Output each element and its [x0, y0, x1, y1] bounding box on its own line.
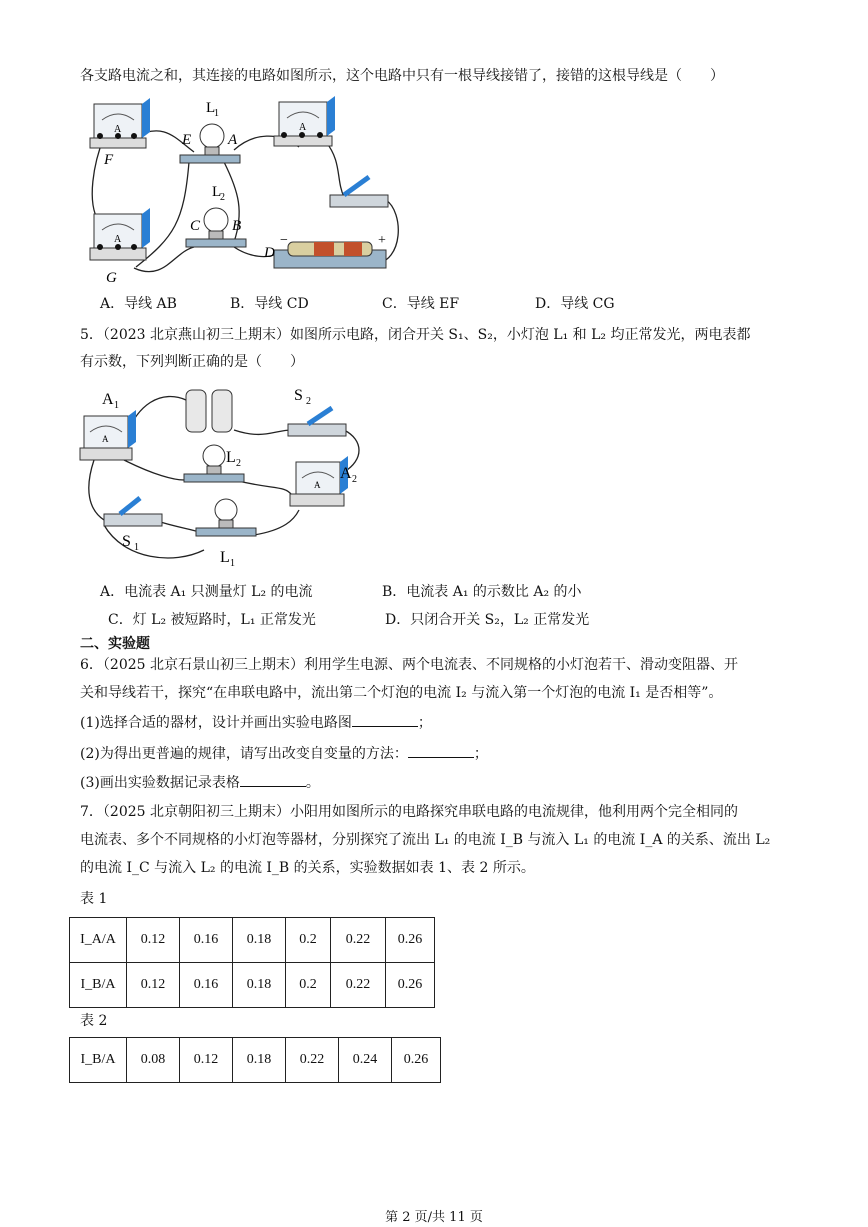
bulb-icon: [196, 499, 256, 536]
switch-icon: [288, 408, 346, 436]
svg-text:1: 1: [134, 542, 139, 553]
row-header: I_B/A: [70, 1038, 127, 1083]
page-footer: 第 2 页/共 11 页: [385, 1210, 483, 1225]
q5-line1: 5．（2023 北京燕山初三上期末）如图所示电路，闭合开关 S₁、S₂，小灯泡 L₁ 和 L₂ 均正常发光，两电表都: [80, 327, 751, 343]
table-cell: 0.22: [286, 1038, 339, 1083]
table-cell: 0.12: [127, 963, 180, 1008]
svg-text:B: B: [232, 218, 242, 234]
q5-option-c: C．灯 L₂ 被短路时，L₁ 正常发光: [108, 612, 316, 628]
q6-line2: 关和导线若干，探究“在串联电路中，流出第二个灯泡的电流 I₂ 与流入第一个灯泡的电流 I₁ 是否相等”。: [80, 685, 723, 701]
q7-line2: 电流表、多个不同规格的小灯泡等器材，分别探究了流出 L₁ 的电流 I_B 与流入 L₁ 的电流 I_A 的关系、流出 L₂: [80, 832, 771, 848]
table-row: [70, 1038, 441, 1083]
table-cell: 0.26: [386, 963, 435, 1008]
svg-text:L: L: [220, 549, 230, 566]
table-cell: 0.22: [331, 963, 386, 1008]
row-header: I_B/A: [70, 963, 127, 1008]
switch-icon: [330, 177, 388, 207]
svg-text:2: 2: [352, 474, 357, 485]
svg-text:S: S: [122, 533, 131, 550]
circuit-figure-1: [74, 92, 414, 288]
svg-text:D: D: [264, 245, 275, 261]
svg-text:A: A: [114, 124, 122, 135]
table-cell: 0.26: [392, 1038, 441, 1083]
table-cell: 0.08: [127, 1038, 180, 1083]
svg-text:A: A: [102, 434, 109, 444]
switch-icon: [104, 498, 162, 526]
q4-option-d: D．导线 CG: [535, 296, 615, 312]
svg-text:A: A: [299, 122, 307, 133]
row-header: I_A/A: [70, 918, 127, 963]
svg-text:+: +: [378, 233, 386, 248]
table1-label: 表 1: [80, 891, 108, 907]
svg-text:L: L: [226, 449, 236, 466]
svg-text:A: A: [102, 391, 114, 408]
svg-text:A: A: [340, 465, 352, 482]
svg-text:E: E: [182, 132, 192, 148]
svg-text:F: F: [104, 152, 114, 168]
q4-stem: 各支路电流之和，其连接的电路如图所示，这个电路中只有一根导线接错了，接错的这根导线是（ ）: [80, 68, 724, 84]
svg-text:2: 2: [220, 192, 225, 203]
svg-text:A: A: [314, 480, 321, 490]
battery-icon: [186, 390, 232, 432]
table-1: [69, 917, 435, 1008]
table-cell: 0.24: [339, 1038, 392, 1083]
table-cell: 0.16: [180, 918, 233, 963]
q6-sub2: (2)为得出更普遍的规律，请写出改变自变量的方法： ；: [80, 743, 488, 764]
q5-option-a: A．电流表 A₁ 只测量灯 L₂ 的电流: [100, 584, 313, 600]
svg-text:A: A: [114, 234, 122, 245]
table-cell: 0.22: [331, 918, 386, 963]
q4-option-a: A．导线 AB: [100, 296, 177, 312]
svg-text:A: A: [228, 132, 238, 148]
svg-text:2: 2: [306, 396, 311, 407]
circuit-figure-2: [74, 380, 374, 576]
svg-text:1: 1: [214, 108, 219, 119]
svg-text:L: L: [206, 100, 216, 116]
table-2: [69, 1037, 441, 1083]
q5-option-b: B．电流表 A₁ 的示数比 A₂ 的小: [382, 584, 582, 600]
answer-blank[interactable]: [408, 743, 474, 758]
svg-text:C: C: [190, 218, 201, 234]
answer-blank[interactable]: [240, 772, 306, 787]
table-cell: 0.26: [386, 918, 435, 963]
answer-blank[interactable]: [352, 712, 418, 727]
section-heading: 二、实验题: [80, 636, 150, 652]
table-cell: 0.2: [286, 918, 331, 963]
table-row: [70, 963, 435, 1008]
q6-sub1: (1)选择合适的器材，设计并画出实验电路图 ；: [80, 712, 432, 733]
svg-text:L: L: [212, 184, 222, 200]
q5-line2: 有示数，下列判断正确的是（ ）: [80, 354, 304, 370]
table2-label: 表 2: [80, 1013, 108, 1029]
q5-option-d: D．只闭合开关 S₂，L₂ 正常发光: [385, 612, 590, 628]
q6-sub3: (3)画出实验数据记录表格 。: [80, 772, 320, 793]
ammeter-icon: [90, 98, 150, 148]
table-cell: 0.2: [286, 963, 331, 1008]
q7-line3: 的电流 I_C 与流入 L₂ 的电流 I_B 的关系，实验数据如表 1、表 2 所示。: [80, 860, 535, 876]
q6-line1: 6．（2025 北京石景山初三上期末）利用学生电源、两个电流表、不同规格的小灯泡若干、滑动变阻器、开: [80, 657, 738, 673]
table-cell: 0.12: [180, 1038, 233, 1083]
table-cell: 0.18: [233, 1038, 286, 1083]
q7-line1: 7．（2025 北京朝阳初三上期末）小阳用如图所示的电路探究串联电路的电流规律，他利用两个完全相同的: [80, 804, 738, 820]
table-cell: 0.18: [233, 963, 286, 1008]
table-row: [70, 918, 435, 963]
table-cell: 0.16: [180, 963, 233, 1008]
svg-text:G: G: [106, 270, 117, 286]
table-cell: 0.12: [127, 918, 180, 963]
q4-option-b: B．导线 CD: [230, 296, 309, 312]
svg-text:2: 2: [236, 458, 241, 469]
svg-text:1: 1: [230, 558, 235, 569]
svg-text:S: S: [294, 387, 303, 404]
svg-text:1: 1: [114, 400, 119, 411]
ammeter-icon: [274, 96, 335, 146]
q4-option-c: C．导线 EF: [382, 296, 460, 312]
svg-text:−: −: [280, 233, 288, 248]
battery-icon: [274, 242, 386, 268]
table-cell: 0.18: [233, 918, 286, 963]
